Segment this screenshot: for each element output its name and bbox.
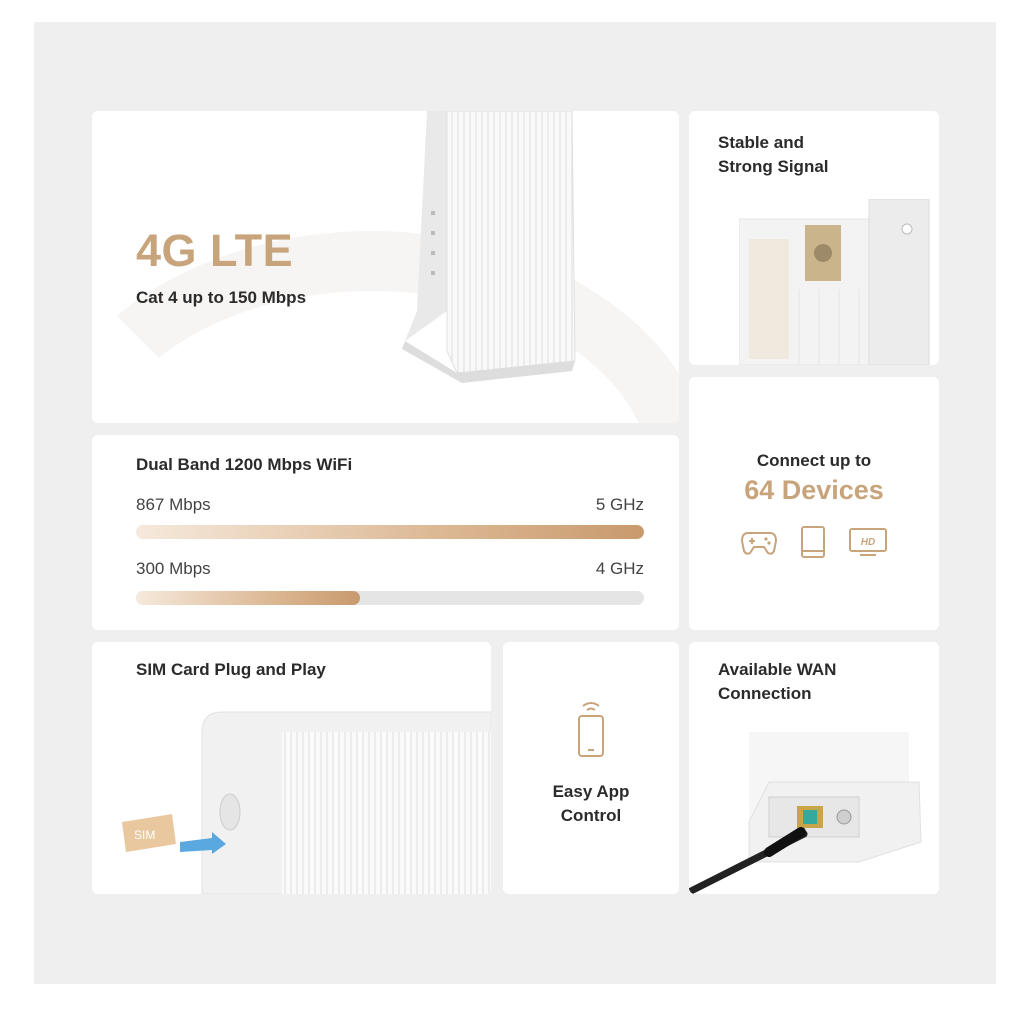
app-feature-card xyxy=(503,642,679,894)
band-2-speed-bar xyxy=(136,591,644,605)
signal-feature-card xyxy=(689,111,939,365)
wifi-title: Dual Band 1200 Mbps WiFi xyxy=(136,455,353,474)
router-antenna-image xyxy=(739,199,939,365)
app-text-line2: Control xyxy=(560,806,622,825)
wan-title-line1: Available WAN xyxy=(718,660,837,679)
band-1-frequency: 5 GHz xyxy=(595,495,644,514)
router-wan-port-image xyxy=(689,722,939,894)
devices-title: Connect up to xyxy=(756,451,872,470)
router-sim-slot-image xyxy=(92,692,491,894)
hd-label: HD xyxy=(860,537,876,548)
tablet-icon xyxy=(800,525,826,559)
lte-headline: 4G LTE xyxy=(136,225,294,276)
band-2-speed: 300 Mbps xyxy=(136,559,211,578)
band-1-speed-bar xyxy=(136,525,644,539)
band-1-speed-bar-fill xyxy=(136,525,644,539)
signal-title-line1: Stable and xyxy=(718,133,804,152)
app-text xyxy=(503,780,679,828)
band-2-speed-bar-fill xyxy=(136,591,360,605)
band-1-speed: 867 Mbps xyxy=(136,495,211,514)
signal-title-line2: Strong Signal xyxy=(718,157,829,176)
smartphone-app-icon xyxy=(575,698,607,758)
hd-tv-icon xyxy=(848,525,888,559)
devices-feature-card xyxy=(689,377,939,630)
lte-feature-card xyxy=(92,111,679,423)
wan-title-line2: Connection xyxy=(718,684,812,703)
app-text-line1: Easy App xyxy=(552,782,630,801)
wifi-feature-card xyxy=(92,435,679,630)
band-2-frequency: 4 GHz xyxy=(595,559,644,578)
sim-card-label: SIM xyxy=(134,828,156,842)
router-image xyxy=(397,111,627,386)
lte-subline: Cat 4 up to 150 Mbps xyxy=(136,288,307,307)
devices-count: 64 Devices xyxy=(744,475,884,505)
gamepad-icon xyxy=(740,525,778,559)
sim-feature-card xyxy=(92,642,491,894)
wan-feature-card xyxy=(689,642,939,894)
sim-title: SIM Card Plug and Play xyxy=(136,660,326,679)
